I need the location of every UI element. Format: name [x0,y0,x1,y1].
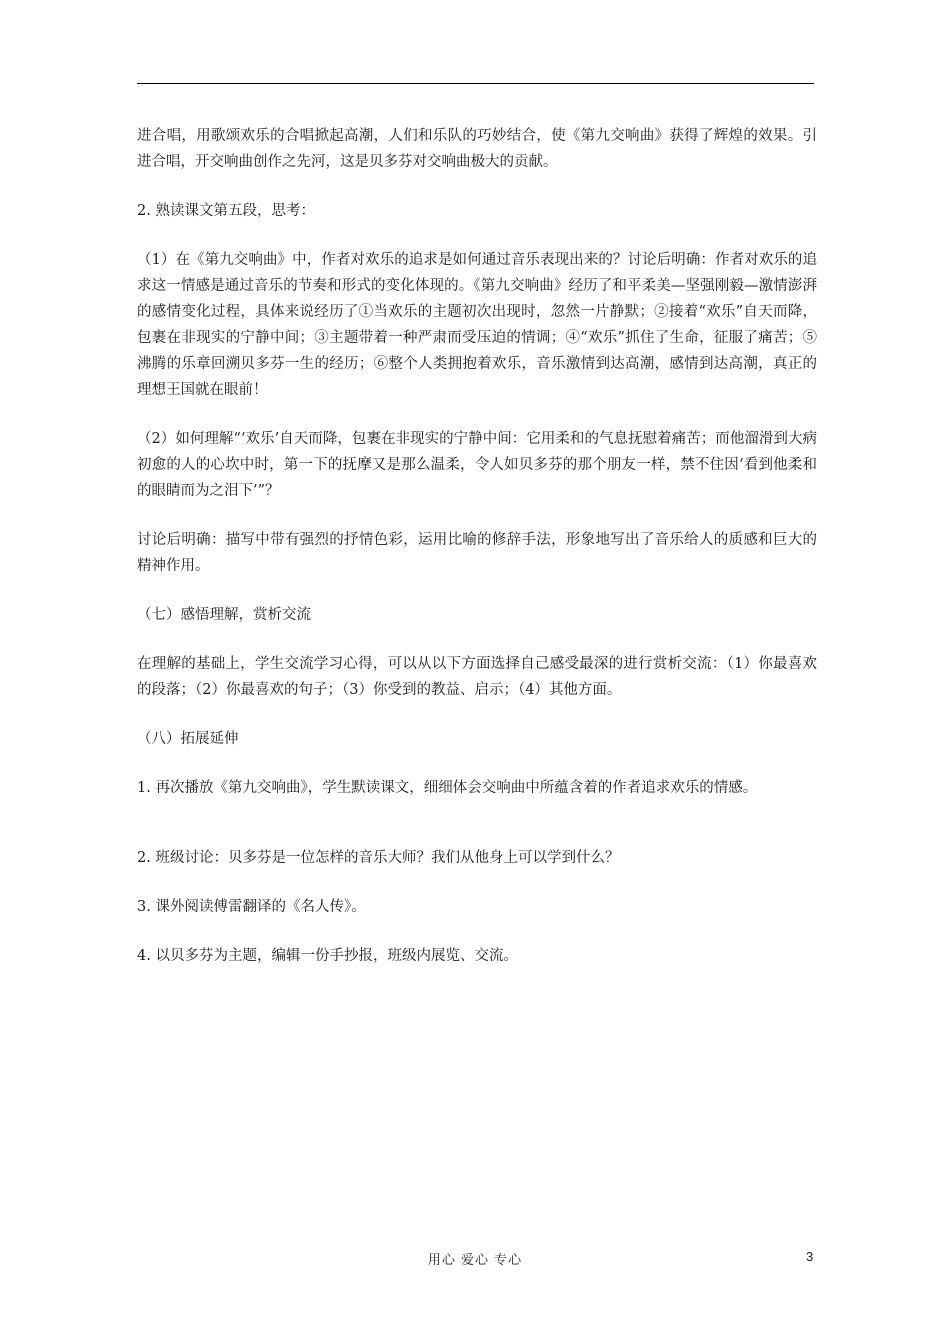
page-number: 3 [806,1249,814,1264]
header-rule [137,83,814,84]
question-2: （2）如何理解“‘欢乐’自天而降，包裹在非现实的宁静中间：它用柔和的气息抚慰着痛苦；而他溜滑到大病初愈的人的心坎中时，第一下的抚摩又是那么温柔，令人如贝多芬的那个朋友一样，禁不住因‘看到他柔和的眼睛而为之泪下’”？ [137,431,817,499]
extension-item-3: 3. 课外阅读傅雷翻译的《名人传》。 [137,899,366,915]
document-body [137,123,817,992]
extension-item-1: 1. 再次播放《第九交响曲》，学生默读课文，细细体会交响曲中所蕴含着的作者追求欢乐的情感。 [137,780,758,796]
question-1-answer: （1）在《第九交响曲》中，作者对欢乐的追求是如何通过音乐表现出来的？讨论后明确：作者对欢乐的追求这一情感是通过音乐的节奏和形式的变化体现的。《第九交响曲》经历了和平柔美—坚强刚毅—激情澎湃的感情变化过程，具体来说经历了①当欢乐的主题初次出现时，忽然一片静默；②接着“欢乐”自天而降，包裹在非现实的宁静中间；③主题带着一种严肃而受压迫的情调；④“欢乐”抓住了生命，征服了痛苦；⑤沸腾的乐章回溯贝多芬一生的经历；⑥整个人类拥抱着欢乐，音乐激情到达高潮，感情到达高潮，真正的理想王国就在眼前！ [137,252,817,398]
section-heading-7: （七）感悟理解，赏析交流 [137,607,311,623]
extension-item-2: 2. 班级讨论：贝多芬是一位怎样的音乐大师？我们从他身上可以学到什么？ [137,850,620,866]
footer-motto: 用心 爱心 专心 [427,1253,523,1268]
extension-item-4: 4. 以贝多芬为主题，编辑一份手抄报，班级内展览、交流。 [137,948,518,964]
paragraph-choir-contribution: 进合唱，用歌颂欢乐的合唱掀起高潮，人们和乐队的巧妙结合，使《第九交响曲》获得了辉煌的效果。引进合唱，开交响曲创作之先河，这是贝多芬对交响曲极大的贡献。 [137,128,817,170]
discussion-conclusion: 讨论后明确：描写中带有强烈的抒情色彩，运用比喻的修辞手法，形象地写出了音乐给人的质感和巨大的精神作用。 [137,532,817,574]
question-heading-2: 2. 熟读课文第五段，思考： [137,203,315,219]
paragraph-appreciation: 在理解的基础上，学生交流学习心得，可以从以下方面选择自己感受最深的进行赏析交流：（1）你最喜欢的段落；（2）你最喜欢的句子；（3）你受到的教益、启示；（4）其他方面。 [137,656,817,698]
section-heading-8: （八）拓展延伸 [137,731,239,747]
